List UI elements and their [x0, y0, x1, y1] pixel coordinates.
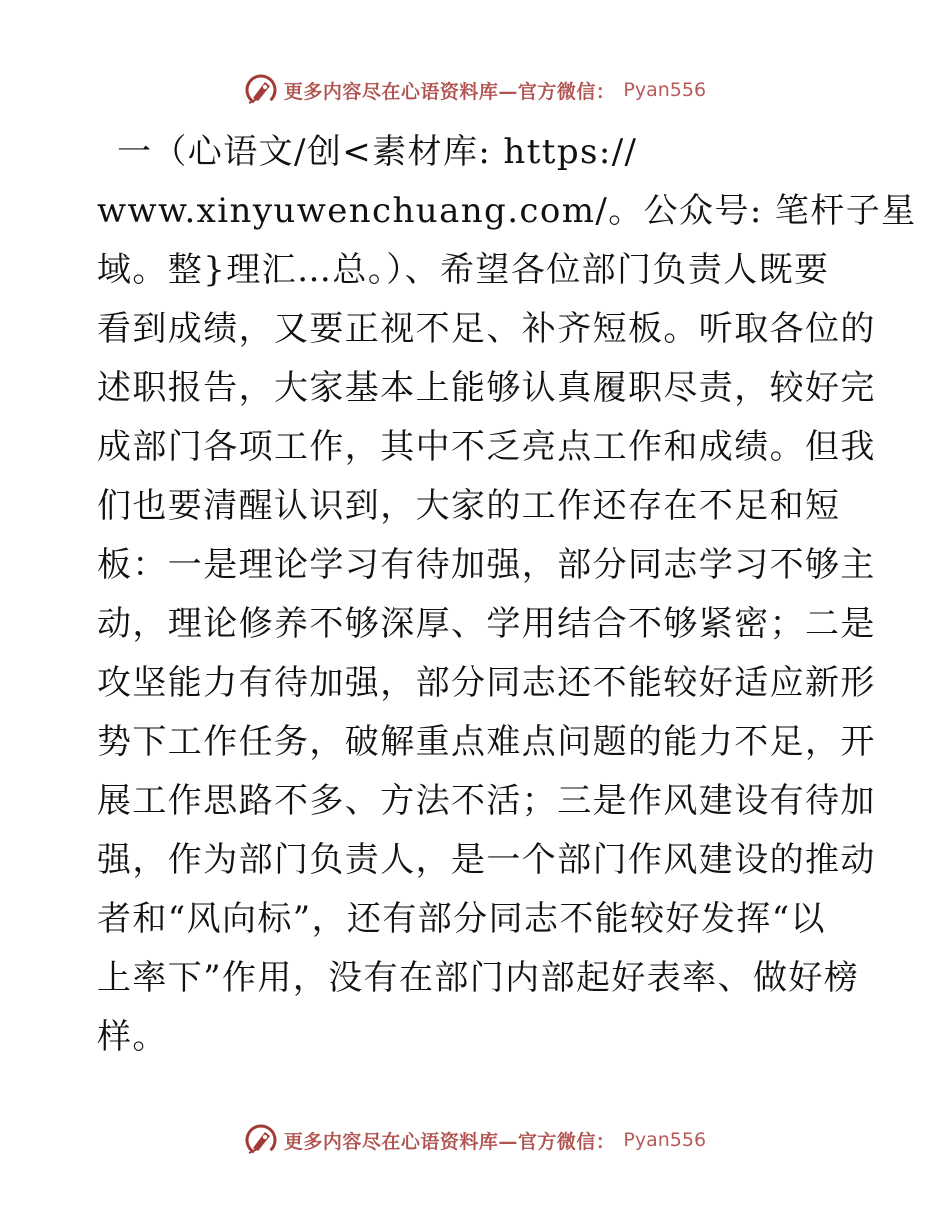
text-line-2: www.xinyuwenchuang.com/。公众号: 笔杆子星 — [97, 191, 917, 231]
text-line-4: 看到成绩，又要正视不足、补齐短板。听取各位的 — [97, 309, 876, 349]
text-line-3: 域。整}理汇…总。）、希望各位部门负责人既要 — [97, 250, 830, 290]
header-brand-text: 更多内容尽在心语资料库—官方微信： — [283, 80, 616, 103]
text-line-1: 一（心语文/创<素材库: https:// — [117, 132, 638, 172]
text-line-16: 样。 — [97, 1017, 168, 1057]
document-body — [97, 123, 917, 1067]
text-line-11: 势下工作任务，破解重点难点问题的能力不足，开 — [97, 722, 876, 762]
text-line-6: 成部门各项工作，其中不乏亮点工作和成绩。但我 — [97, 427, 876, 467]
footer-brand-text: 更多内容尽在心语资料库—官方微信： — [283, 1130, 616, 1153]
pen-nib-logo-icon — [244, 1123, 278, 1157]
footer-banner — [0, 1120, 950, 1160]
text-line-14: 者和“风向标”，还有部分同志不能较好发挥“以 — [97, 899, 826, 939]
header-banner — [0, 70, 950, 110]
footer-wechat-id: Pyan556 — [623, 1129, 707, 1151]
header-wechat-id: Pyan556 — [623, 79, 707, 101]
text-line-10: 攻坚能力有待加强，部分同志还不能较好适应新形 — [97, 663, 876, 703]
text-line-5: 述职报告，大家基本上能够认真履职尽责，较好完 — [97, 368, 876, 408]
text-line-9: 动，理论修养不够深厚、学用结合不够紧密；二是 — [97, 604, 876, 644]
text-line-13: 强，作为部门负责人，是一个部门作风建设的推动 — [97, 840, 876, 880]
text-line-12: 展工作思路不多、方法不活；三是作风建设有待加 — [97, 781, 876, 821]
text-line-7: 们也要清醒认识到，大家的工作还存在不足和短 — [97, 486, 841, 526]
pen-nib-logo-icon — [244, 73, 278, 107]
text-line-8: 板：一是理论学习有待加强，部分同志学习不够主 — [97, 545, 876, 585]
text-line-15: 上率下”作用，没有在部门内部起好表率、做好榜 — [97, 958, 860, 998]
